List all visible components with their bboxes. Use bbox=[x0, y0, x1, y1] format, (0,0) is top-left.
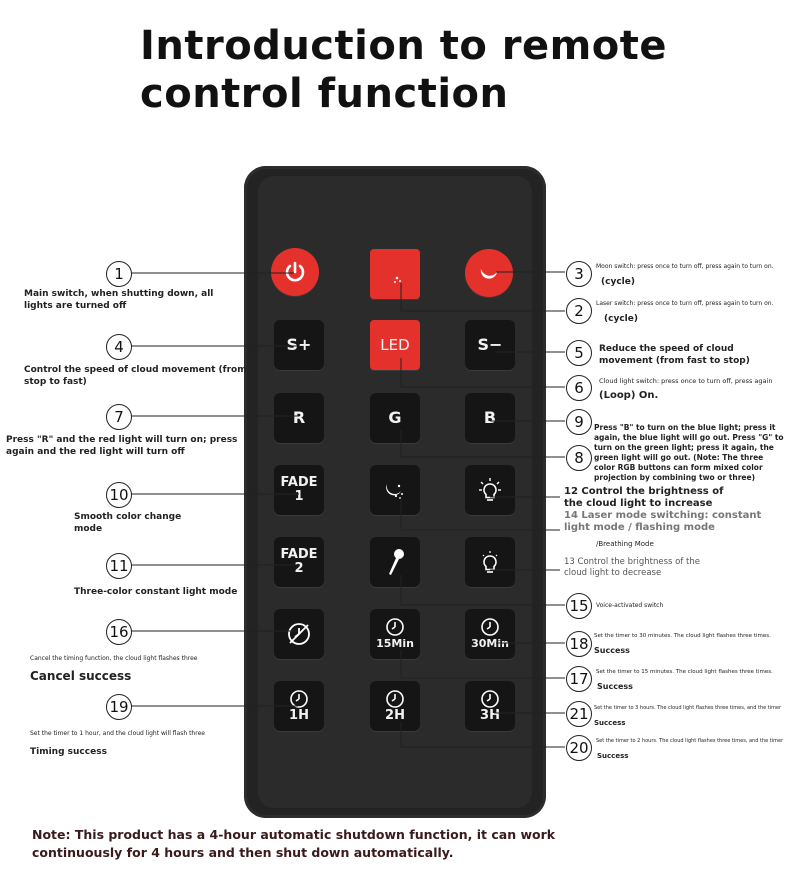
callout-16: 16 bbox=[106, 619, 132, 645]
label-timer-1h-success: Timing success bbox=[30, 747, 107, 757]
leader-line-14 bbox=[401, 500, 560, 530]
blue-label: B bbox=[483, 408, 497, 427]
callout-4: 4 bbox=[106, 334, 132, 360]
label-cancel-timer: Cancel the timing function, the cloud light flashes three bbox=[30, 655, 198, 662]
title-line-2: control function bbox=[140, 71, 509, 117]
callout-6: 6 bbox=[566, 375, 592, 401]
label-laser-cycle: (cycle) bbox=[604, 314, 638, 324]
label-cancel-success: Cancel success bbox=[30, 669, 132, 683]
timer-1h-label: 1H bbox=[289, 708, 309, 723]
callout-3: 3 bbox=[566, 261, 592, 287]
red-label: R bbox=[292, 408, 306, 427]
fade-2-label: FADE bbox=[280, 547, 318, 562]
callout-19: 19 bbox=[106, 694, 132, 720]
callout-7: 7 bbox=[106, 404, 132, 430]
speed-down-label: S− bbox=[477, 335, 503, 354]
speed-up-label: S+ bbox=[286, 335, 312, 354]
label-fade-1: Smooth color change mode bbox=[74, 512, 182, 534]
label-timer-15min: Set the timer to 15 minutes. The cloud light flashes three times. bbox=[596, 669, 773, 675]
label-laser-mode-breathing: /Breathing Mode bbox=[596, 540, 654, 548]
timer-30min-label: 30Min bbox=[471, 637, 509, 650]
leader-line-17 bbox=[401, 650, 565, 678]
timer-2h-label: 2H bbox=[385, 708, 405, 723]
label-main-switch: Main switch, when shutting down, all lights are turned off bbox=[24, 289, 214, 311]
leader-line-6 bbox=[401, 358, 565, 387]
label-moon-switch: Moon switch: press once to turn off, press again to turn on. bbox=[596, 263, 774, 270]
label-timer-3h: Set the timer to 3 hours. The cloud light flashes three times, and the timer bbox=[594, 705, 782, 711]
label-timer-15min-success: Success bbox=[597, 682, 633, 691]
label-rgb-note: Press "B" to turn on the blue light; press it again, the blue light will go out. Press "G" to turn on the green light; press it again, the green light will go out. (Note: The three color RGB buttons can form mixed color projection by combining two or three) bbox=[594, 423, 784, 482]
callout-5: 5 bbox=[566, 340, 592, 366]
label-speed-up: Control the speed of cloud movement (from stop to fast) bbox=[24, 365, 247, 387]
label-moon-cycle: (cycle) bbox=[601, 277, 635, 287]
label-red: Press "R" and the red light will turn on; press again and the red light will turn off bbox=[6, 435, 238, 457]
led-label: LED bbox=[380, 336, 410, 354]
callout-9: 9 bbox=[566, 409, 592, 435]
callout-18: 18 bbox=[566, 631, 592, 657]
label-timer-30min-success: Success bbox=[594, 646, 630, 655]
title-line-1: Introduction to remote bbox=[140, 23, 668, 69]
label-speed-down: Reduce the speed of cloud movement (from fast to stop) bbox=[599, 344, 750, 366]
label-timer-2h-success: Success bbox=[597, 752, 629, 760]
label-laser-mode: 14 Laser mode switching: constant light mode / flashing mode bbox=[564, 510, 762, 533]
leader-line-15 bbox=[401, 575, 565, 605]
timer-15min-label: 15Min bbox=[376, 637, 414, 650]
label-timer-3h-success: Success bbox=[594, 719, 626, 727]
callout-2: 2 bbox=[566, 298, 592, 324]
green-label: G bbox=[388, 408, 402, 427]
callout-15: 15 bbox=[566, 593, 592, 619]
leader-line-8 bbox=[401, 430, 565, 457]
leader-line-20 bbox=[401, 722, 565, 747]
timer-3h-label: 3H bbox=[480, 708, 500, 723]
callout-8: 8 bbox=[566, 445, 592, 471]
label-laser-switch: Laser switch: press once to turn off, press again to turn on. bbox=[596, 300, 774, 307]
callout-1: 1 bbox=[106, 261, 132, 287]
label-cloud-loop: (Loop) On. bbox=[599, 390, 659, 401]
footer-note: Note: This product has a 4-hour automatic shutdown function, it can work continuously for 4 hours and then shut down automatically. bbox=[32, 827, 556, 860]
fade-2-number: 2 bbox=[294, 561, 304, 576]
label-brightness-up: 12 Control the brightness of the cloud light to increase bbox=[564, 486, 724, 509]
leader-line-2 bbox=[401, 283, 565, 311]
callout-20: 20 bbox=[566, 735, 592, 761]
callout-17: 17 bbox=[566, 666, 592, 692]
callout-10: 10 bbox=[106, 482, 132, 508]
callout-21: 21 bbox=[566, 701, 592, 727]
fade-1-label: FADE bbox=[280, 475, 318, 490]
fade-1-number: 1 bbox=[294, 489, 304, 504]
label-cloud-switch: Cloud light switch: press once to turn off, press again bbox=[599, 377, 773, 385]
label-timer-30min: Set the timer to 30 minutes. The cloud light flashes three times. bbox=[594, 633, 771, 639]
label-brightness-down: 13 Control the brightness of the cloud light to decrease bbox=[564, 557, 700, 578]
callout-11: 11 bbox=[106, 553, 132, 579]
label-timer-2h: Set the timer to 2 hours. The cloud light flashes three times, and the timer bbox=[596, 738, 784, 744]
label-fade-2: Three-color constant light mode bbox=[74, 587, 238, 597]
label-voice: Voice-activated switch bbox=[596, 602, 664, 609]
label-timer-1h: Set the timer to 1 hour, and the cloud light will flash three bbox=[30, 730, 205, 737]
